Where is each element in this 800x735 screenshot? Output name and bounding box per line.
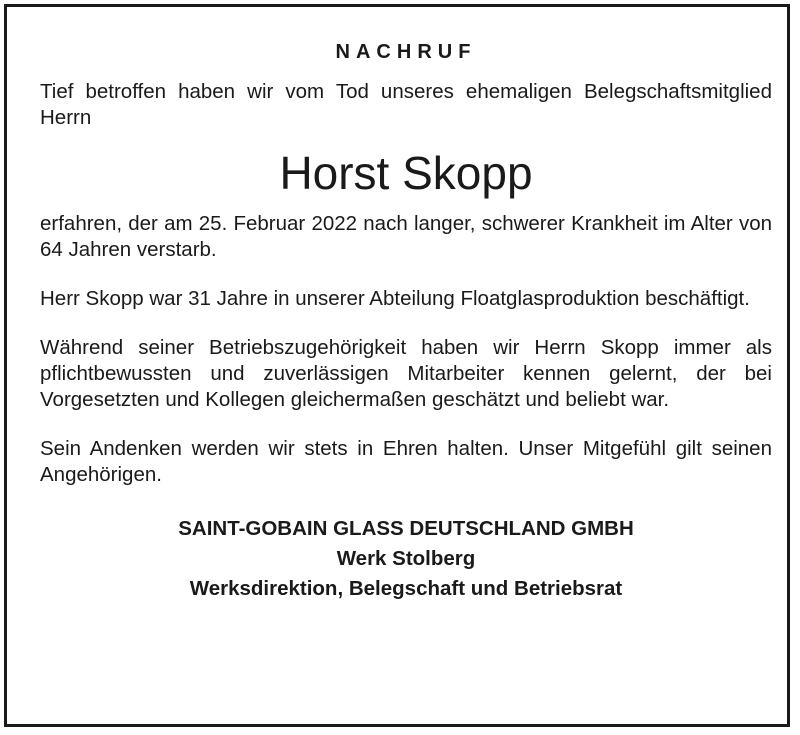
obituary-content: [40, 39, 772, 604]
signature-site: Werk Stolberg: [336, 547, 476, 570]
paragraph-appreciation: Während seiner Betriebszugehörigkeit haben wir Herrn Skopp immer als pflichtbewussten und zuverlässigen Mitarbeiter kennen gelernt, der bei Vorgesetzten und Kollegen gleichermaßen geschätzt und beliebt war.: [40, 336, 772, 411]
paragraph-employment: Herr Skopp war 31 Jahre in unserer Abteilung Floatglasproduktion beschäftigt.: [40, 287, 750, 310]
intro-paragraph: Tief betroffen haben wir vom Tod unseres ehemaligen Belegschaftsmitglied Herrn: [40, 80, 772, 129]
deceased-name: Horst Skopp: [279, 147, 533, 199]
obituary-heading: NACHRUF: [335, 41, 477, 63]
signature-company: SAINT-GOBAIN GLASS DEUTSCHLAND GMBH: [178, 517, 634, 540]
signature-signatories: Werksdirektion, Belegschaft und Betriebsrat: [189, 577, 623, 600]
paragraph-death-details: erfahren, der am 25. Februar 2022 nach langer, schwerer Krankheit im Alter von 64 Jahren verstarb.: [40, 212, 772, 261]
paragraph-condolence: Sein Andenken werden wir stets in Ehren halten. Unser Mitgefühl gilt seinen Angehörigen.: [40, 437, 772, 486]
obituary-frame: [4, 4, 790, 727]
signature-block: [40, 514, 772, 604]
